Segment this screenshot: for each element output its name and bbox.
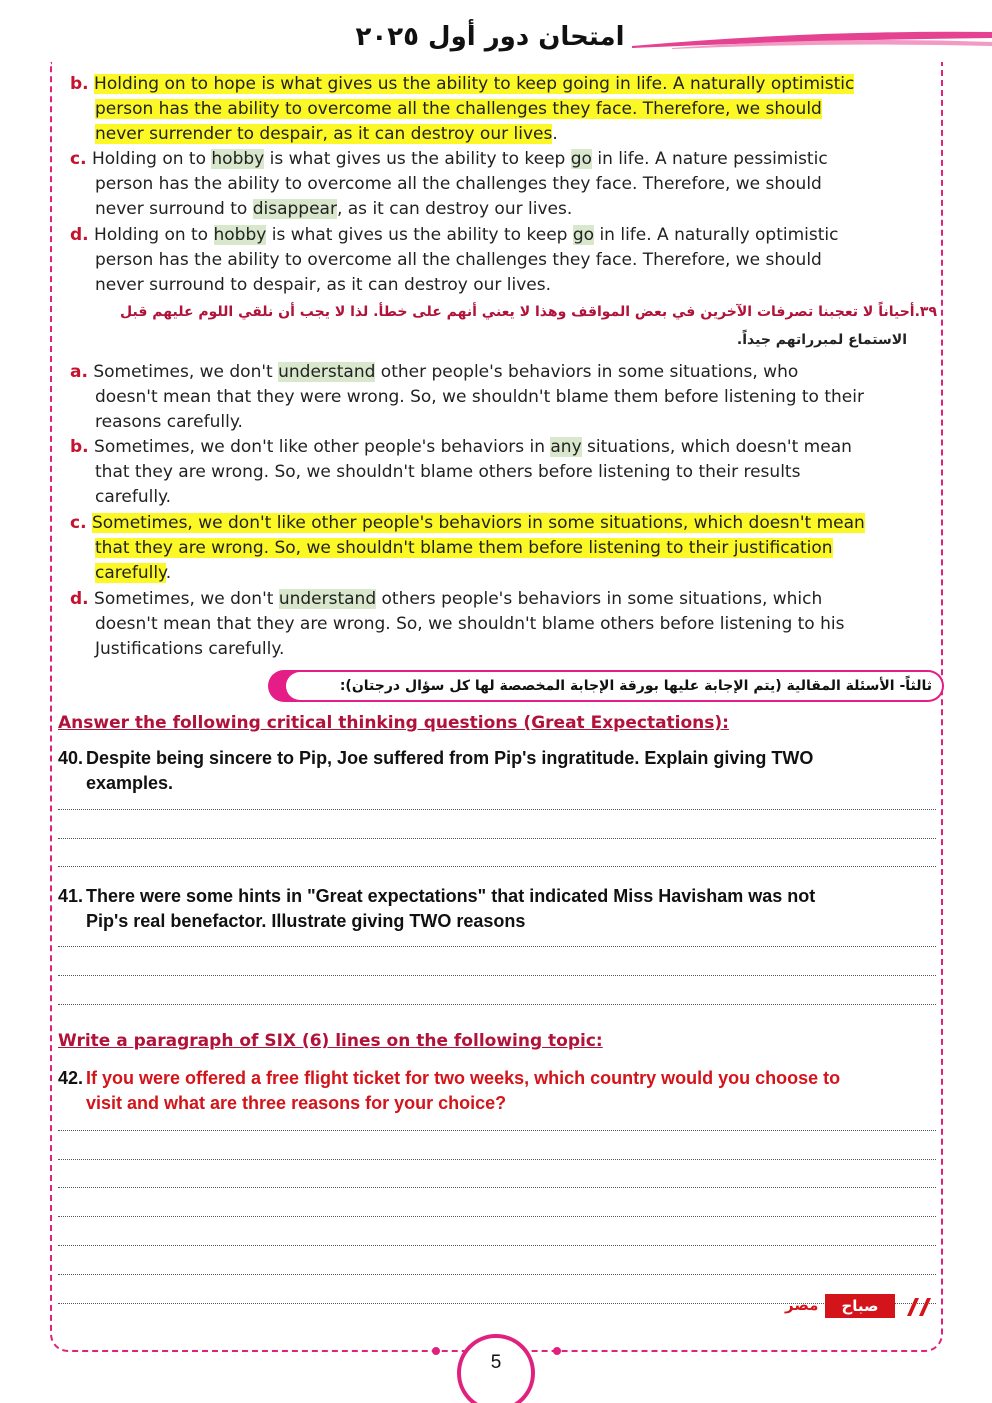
q39-option-c: c. Sometimes, we don't like other people's behaviors in some situations, which doesn't mean that they are wrong. So, we shouldn't blame them before listening to their justification carefully. <box>70 513 865 583</box>
option-text: person has the ability to overcome all the challenges they face. Therefore, we should <box>95 99 822 119</box>
publisher-logo <box>785 1294 935 1320</box>
option-text: Sometimes, we don't <box>94 589 279 609</box>
question-text: examples. <box>86 773 174 793</box>
answer-line[interactable] <box>58 1216 936 1217</box>
option-text: Sometimes, we don't like other people's behaviors in <box>94 437 551 457</box>
q38-option-d <box>70 223 936 298</box>
section-pill-text: ثالثاً- الأسئلة المقالية (يتم الإجابة عليها بورقة الإجابة المخصصة لها كل سؤال درجتان): <box>286 672 942 700</box>
highlighted-word: understand <box>278 362 376 382</box>
option-text: Sometimes, we don't <box>93 362 279 382</box>
answer-line[interactable] <box>58 838 936 839</box>
question-number: 41. <box>58 886 84 906</box>
option-text: never surround to despair, as it can destroy our lives. <box>95 275 551 295</box>
footer-dot <box>432 1347 440 1355</box>
page-number: 5 <box>490 1352 502 1373</box>
option-text: person has the ability to overcome all the challenges they face. Therefore, we should <box>95 250 822 270</box>
option-text: is what gives us the ability to keep <box>266 225 573 245</box>
option-text: that they are wrong. So, we shouldn't blame them before listening to their justification <box>95 538 833 558</box>
question-number: 42. <box>58 1068 84 1088</box>
question-42 <box>58 1066 938 1116</box>
answer-line[interactable] <box>58 1274 936 1275</box>
highlighted-word: understand <box>278 589 377 609</box>
answer-line[interactable] <box>58 1004 936 1005</box>
q39-arabic-line1: ٣٩.أحياناً لا تعجبنا تصرفات الآخرين في بعض المواقف وهذا لا يعني أنهم على خطأ. لذا لا يجب أن نلقي اللوم عليهم قبل <box>120 304 937 320</box>
logo-box-text: صباح <box>825 1294 895 1318</box>
critical-thinking-heading: Answer the following critical thinking questions (Great Expectations): <box>58 713 729 733</box>
option-text: is what gives us the ability to keep <box>264 149 571 169</box>
option-text: that they are wrong. So, we shouldn't blame others before listening to their results <box>95 462 801 482</box>
option-text: doesn't mean that they are wrong. So, we shouldn't blame others before listening to his <box>95 614 845 634</box>
question-text: visit and what are three reasons for your choice? <box>86 1093 507 1113</box>
option-text: person has the ability to overcome all the challenges they face. Therefore, we should <box>95 174 822 194</box>
question-41 <box>58 884 938 934</box>
q39-option-d <box>70 587 936 662</box>
answer-line[interactable] <box>58 1130 936 1131</box>
option-text: Sometimes, we don't like other people's behaviors in some situations, which doesn't mean <box>91 513 865 533</box>
question-text: If you were offered a free flight ticket for two weeks, which country would you choose to <box>86 1068 841 1088</box>
option-text: never surround to <box>95 199 253 219</box>
answer-line[interactable] <box>58 975 936 976</box>
option-text: situations, which doesn't mean <box>581 437 852 457</box>
option-text: in life. A nature pessimistic <box>591 149 828 169</box>
highlighted-word: hobby <box>211 149 265 169</box>
option-letter: c. <box>70 513 87 533</box>
option-text: others people's behaviors in some situations, which <box>376 589 823 609</box>
option-letter: d. <box>70 225 89 245</box>
q39-arabic-line2: الاستماع لمبرراتهم جيداً. <box>736 332 907 348</box>
option-text: carefully. <box>95 487 172 507</box>
option-text: never surrender to despair, as it can destroy our lives <box>95 124 553 144</box>
footer-dot <box>553 1347 561 1355</box>
paragraph-heading: Write a paragraph of SIX (6) lines on the following topic: <box>58 1031 603 1051</box>
option-letter: c. <box>70 149 87 169</box>
answer-line[interactable] <box>58 1245 936 1246</box>
q39-arabic-prompt <box>57 298 937 354</box>
option-text: reasons carefully. <box>95 412 243 432</box>
highlighted-word: any <box>550 437 582 457</box>
question-text: Despite being sincere to Pip, Joe suffered from Pip's ingratitude. Explain giving TWO <box>86 748 814 768</box>
option-text: Holding on to <box>91 149 212 169</box>
answer-line[interactable] <box>58 809 936 810</box>
option-text: other people's behaviors in some situations, who <box>375 362 799 382</box>
highlighted-word: go <box>572 225 595 245</box>
q39-option-a <box>70 360 936 435</box>
question-40 <box>58 746 938 796</box>
q39-option-b <box>70 435 936 510</box>
highlighted-word: disappear <box>252 199 337 219</box>
option-letter: b. <box>70 74 89 94</box>
option-letter: a. <box>70 362 88 382</box>
question-text: Pip's real benefactor. Illustrate giving TWO reasons <box>86 911 526 931</box>
option-letter: d. <box>70 589 89 609</box>
header-swoosh <box>632 28 992 50</box>
option-text: Holding on to <box>94 225 214 245</box>
page-header-title: امتحان دور أول ٢٠٢٥ <box>355 22 625 52</box>
option-text: Holding on to hope is what gives us the ability to keep going in life. A naturally optimistic <box>94 74 855 94</box>
answer-line[interactable] <box>58 1159 936 1160</box>
highlighted-word: hobby <box>213 225 267 245</box>
option-text: carefully <box>95 563 166 583</box>
question-number: 40. <box>58 748 84 768</box>
answer-line[interactable] <box>58 866 936 867</box>
q38-option-b: b. Holding on to hope is what gives us the ability to keep going in life. A naturally optimistic person has the ability to overcome all the challenges they face. Therefore, we should never surrender to despair, as it can destroy our lives. <box>70 74 855 144</box>
answer-line[interactable] <box>58 1187 936 1188</box>
option-text: Justifications carefully. <box>95 639 285 659</box>
q38-option-c <box>70 147 936 222</box>
highlighted-word: go <box>570 149 592 169</box>
option-text: in life. A naturally optimistic <box>594 225 839 245</box>
logo-brand-text: مصر <box>785 1296 819 1314</box>
question-text: There were some hints in "Great expectations" that indicated Miss Havisham was not <box>86 886 816 906</box>
option-letter: b. <box>70 437 89 457</box>
option-text: doesn't mean that they were wrong. So, we shouldn't blame them before listening to their <box>95 387 864 407</box>
page-number-badge <box>457 1334 535 1403</box>
option-text: , as it can destroy our lives. <box>336 199 573 219</box>
answer-line[interactable] <box>58 946 936 947</box>
logo-slash-icon <box>901 1296 935 1318</box>
